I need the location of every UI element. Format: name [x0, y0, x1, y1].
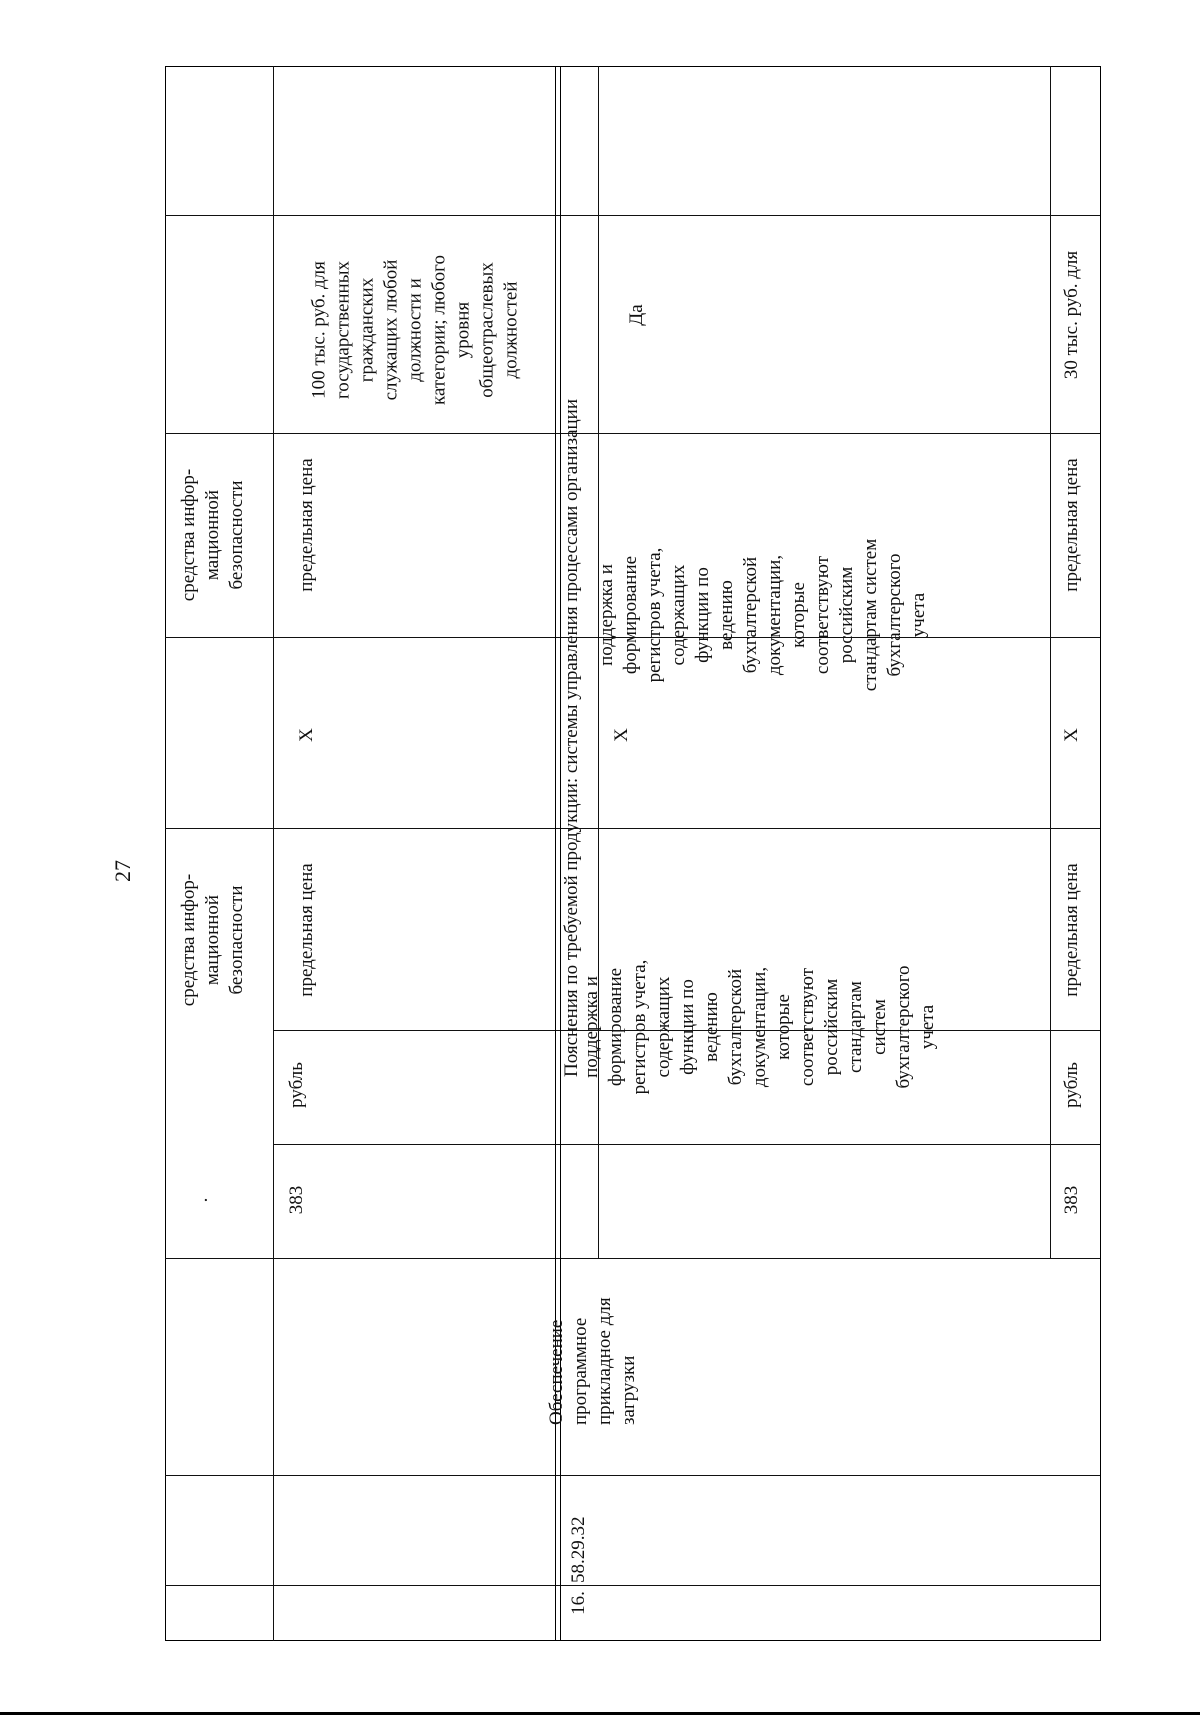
row-a-char2-value: предельная цена — [296, 458, 317, 592]
page-bottom-edge — [0, 1712, 1200, 1715]
row-a-code: 383 — [286, 1185, 307, 1215]
row-line-5 — [1050, 66, 1051, 1259]
row-a-char2-name: средства инфор- мационной безопасности — [178, 468, 247, 602]
table-border-left — [165, 66, 166, 1641]
row-16-sub1-char2-name: поддержка и формирование регистров учета, содержащих функции по ведению бухгалтерской документации, которые соответствуют российским стандартам систем бухгалтерского учета — [596, 538, 929, 692]
col-line-9 — [165, 215, 1100, 216]
col-line-3 — [165, 1585, 1100, 1586]
table-border-top — [165, 66, 1100, 67]
col-line-2 — [165, 1475, 1100, 1476]
row-16-name: Обеспечение программное прикладное для загрузки — [546, 1297, 639, 1425]
row-16-sub2-value: 30 тыс. руб. для — [1061, 250, 1082, 380]
table-border-bottom — [165, 1640, 1100, 1641]
row-a-dot: . — [191, 1197, 212, 1203]
row-a-char1-name: средства инфор- мационной безопасности — [178, 873, 247, 1007]
row-16-sub1-value: Да — [626, 304, 647, 326]
row-16-sub2-code: 383 — [1061, 1185, 1082, 1215]
row-16-okpd: 58.29.32 — [568, 1516, 589, 1583]
row-16-sub1-char1-name: поддержка и формирование регистров учета, содержащих функции по ведению бухгалтерской документации, которые соответствуют российским стандартам систем бухгалтерского учета — [581, 959, 938, 1095]
row-a-char1-value: предельная цена — [296, 863, 317, 997]
row-a-x-mark: X — [296, 728, 317, 742]
row-16-number: 16. — [568, 1591, 589, 1615]
row-16-sub2-char2-value: предельная цена — [1061, 458, 1082, 592]
page-number: 27 — [110, 860, 135, 882]
row-16-explanation: Пояснения по требуемой продукции: системы управления процессами организации — [561, 398, 582, 1078]
table-border-right — [1100, 66, 1101, 1641]
row-16-sub2-char1-value: предельная цена — [1061, 863, 1082, 997]
row-a-value: 100 тыс. руб. для государственных гражданских служащих любой должности и категории; любого уровня общеотраслевых должностей — [308, 255, 522, 405]
row-a-unit: рубль — [286, 1062, 307, 1108]
row-16-sub1-x-mark: X — [611, 728, 632, 742]
col-line-1 — [165, 1258, 1100, 1259]
row-16-sub2-x-mark: X — [1061, 728, 1082, 742]
row-16-sub2-unit: рубль — [1061, 1062, 1082, 1108]
row-line-1 — [273, 66, 274, 1641]
